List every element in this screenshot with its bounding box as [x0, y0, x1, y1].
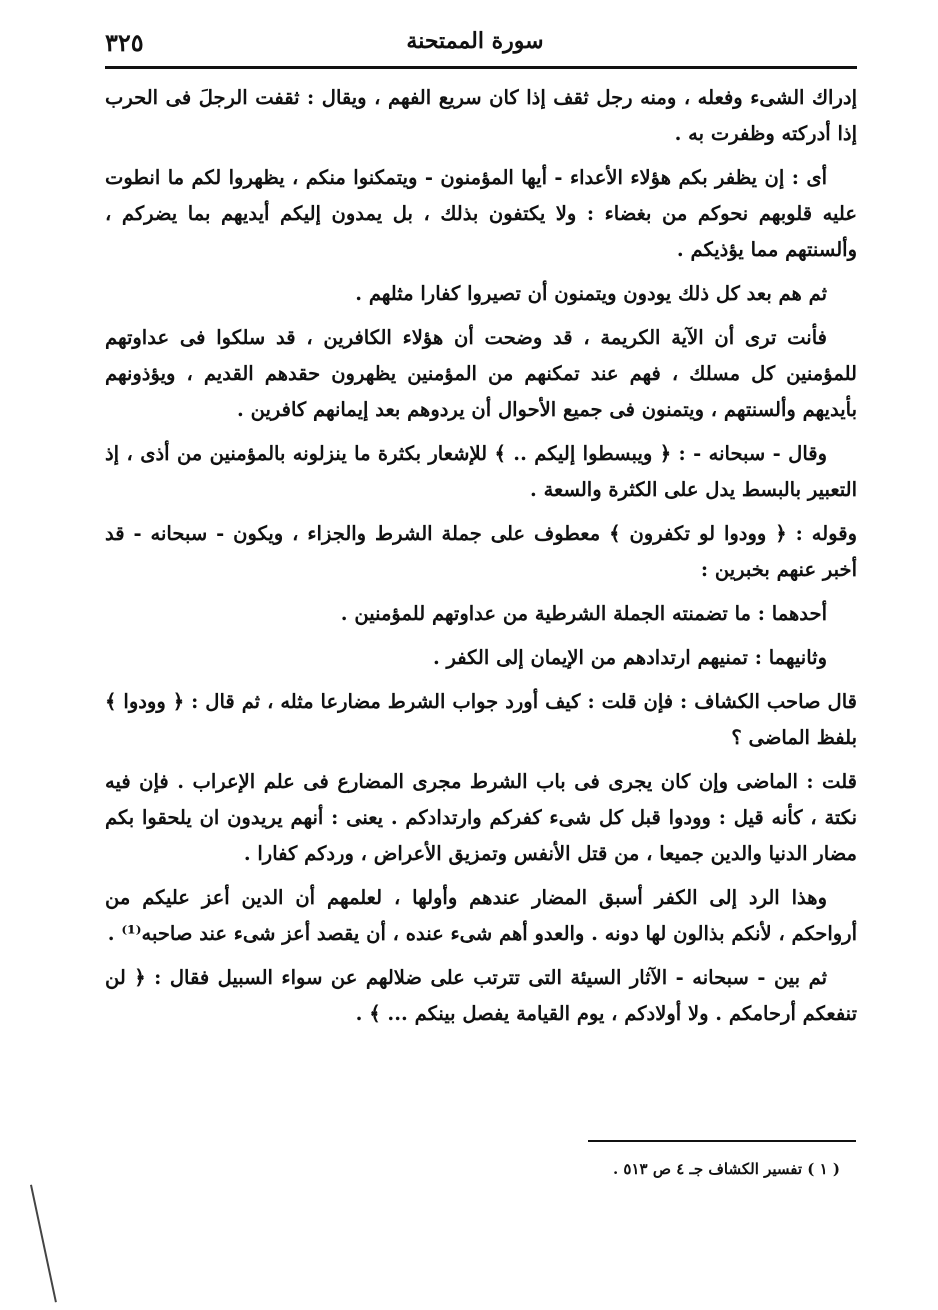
body-text: [105, 80, 857, 1040]
page-title: سورة الممتحنة: [406, 28, 544, 54]
paragraph: إدراك الشىء وفعله ، ومنه رجل ثقف إذا كان سريع الفهم ، ويقال : ثقفت الرجلَ فى الحرب إذا أدركته وظفرت به .: [105, 86, 857, 145]
page-number: ٣٢٥: [105, 28, 144, 57]
paragraph: وقال - سبحانه - : ﴿ ويبسطوا إليكم .. ﴾ للإشعار بكثرة ما ينزلونه بالمؤمنين من أذى ، إذ التعبير بالبسط يدل على الكثرة والسعة .: [105, 442, 857, 501]
paragraph: ثم هم بعد كل ذلك يودون ويتمنون أن تصيروا كفارا مثلهم .: [355, 282, 827, 305]
paragraph: ثم بين - سبحانه - الآثار السيئة التى تترتب على ضلالهم عن سواء السبيل فقال : ﴿ لن تنفعكم أرحامكم . ولا أولادكم ، يوم القيامة يفصل بينكم ... ﴾ .: [105, 966, 857, 1025]
header-divider: [105, 66, 857, 69]
footnote-divider: [588, 1140, 856, 1142]
footnote: ( ١ ) تفسير الكشاف جـ ٤ ص ٥١٣ .: [612, 1160, 840, 1178]
paragraph: وهذا الرد إلى الكفر أسبق المضار عندهم وأولها ، لعلمهم أن الدين أعز عليكم من أرواحكم ، لأنكم بذالون لها دونه . والعدو أهم شىء عنده ، أن يقصد أعز شىء عند صاحبه⁽¹⁾ .: [105, 886, 857, 945]
paragraph: وثانيهما : تمنيهم ارتدادهم من الإيمان إلى الكفر .: [432, 646, 827, 669]
page-header: [95, 22, 855, 62]
paragraph: أى : إن يظفر بكم هؤلاء الأعداء - أيها المؤمنون - ويتمكنوا منكم ، يظهروا لكم ما انطوت عليه قلوبهم نحوكم من بغضاء : ولا يكتفون بذلك ، بل يمدون إليكم أيديهم بما يضركم ، وألسنتهم مما يؤذيكم .: [105, 166, 857, 261]
paragraph: أحدهما : ما تضمنته الجملة الشرطية من عداوتهم للمؤمنين .: [340, 602, 827, 625]
scan-margin-line: [30, 1185, 57, 1303]
paragraph: وقوله : ﴿ وودوا لو تكفرون ﴾ معطوف على جملة الشرط والجزاء ، ويكون - سبحانه - قد أخبر عنهم بخبرين :: [105, 522, 857, 581]
paragraph: قال صاحب الكشاف : فإن قلت : كيف أورد جواب الشرط مضارعا مثله ، ثم قال : ﴿ وودوا ﴾ بلفظ الماضى ؟: [105, 690, 857, 749]
paragraph: قلت : الماضى وإن كان يجرى فى باب الشرط مجرى المضارع فى علم الإعراب . فإن فيه نكتة ، كأنه قيل : وودوا قبل كل شىء كفركم وارتدادكم . يعنى : أنهم يريدون ان يلحقوا بكم مضار الدنيا والدين جميعا ، من قتل الأنفس وتمزيق الأعراض ، وردكم كفارا .: [105, 770, 857, 865]
paragraph: فأنت ترى أن الآية الكريمة ، قد وضحت أن هؤلاء الكافرين ، قد سلكوا فى عداوتهم للمؤمنين كل مسلك ، فهم عند تمكنهم من المؤمنين يظهرون حقدهم القديم ، ويؤذونهم بأيديهم وألسنتهم ، ويتمنون فى جميع الأحوال أن يردوهم بعد إيمانهم كافرين .: [105, 326, 857, 421]
